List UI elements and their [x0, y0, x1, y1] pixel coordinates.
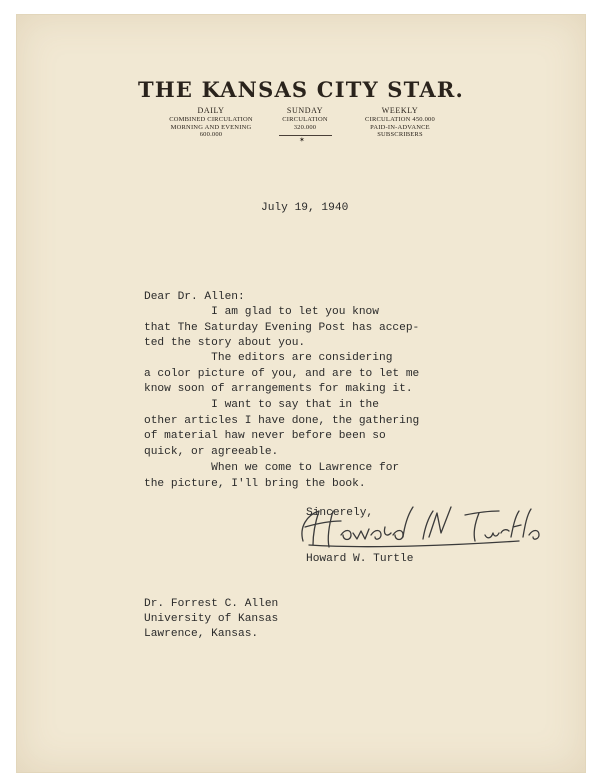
daily-line-1: COMBINED CIRCULATION [169, 116, 253, 123]
typed-name: Howard W. Turtle [306, 553, 414, 565]
recipient-city: Lawrence, Kansas. [144, 628, 259, 640]
letter-page [16, 14, 586, 773]
weekly-line-1: CIRCULATION 450.000 [365, 116, 435, 123]
sunday-underline [279, 135, 332, 136]
sunday-heading: SUNDAY [286, 106, 324, 115]
daily-heading: DAILY [197, 106, 225, 115]
weekly-heading: WEEKLY [381, 106, 419, 115]
weekly-circulation [335, 106, 465, 139]
paragraph-1: I am glad to let you know that The Saturday Evening Post has accep- ted the story about you. [144, 306, 420, 349]
weekly-line-2: PAID-IN-ADVANCE [370, 123, 430, 131]
weekly-line-3: SUBSCRIBERS [377, 131, 423, 138]
salutation: Dear Dr. Allen: [144, 291, 245, 303]
closing: Sincerely, [306, 507, 374, 519]
star-ornament-icon: ✶ [299, 136, 305, 144]
paragraph-2: The editors are considering a color picture of you, and are to let me know soon of arrangements for making it. [144, 352, 420, 395]
daily-line-3: 600.000 [199, 131, 223, 138]
newspaper-masthead: THE KANSAS CITY STAR. [138, 77, 464, 102]
sunday-line-1: CIRCULATION [282, 116, 328, 123]
paragraph-4: When we come to Lawrence for the picture, I'll bring the book. [144, 462, 400, 490]
sunday-line-2: 320.000 [293, 123, 317, 131]
recipient-name: Dr. Forrest C. Allen [144, 598, 279, 610]
letter-date: July 19, 1940 [261, 202, 349, 214]
paragraph-3: I want to say that in the other articles I have done, the gathering of material haw never before been so quick, or agreeable. [144, 399, 420, 458]
recipient-institution: University of Kansas [144, 613, 279, 625]
handwritten-signature [289, 497, 549, 553]
daily-line-2: MORNING AND EVENING [170, 123, 252, 131]
